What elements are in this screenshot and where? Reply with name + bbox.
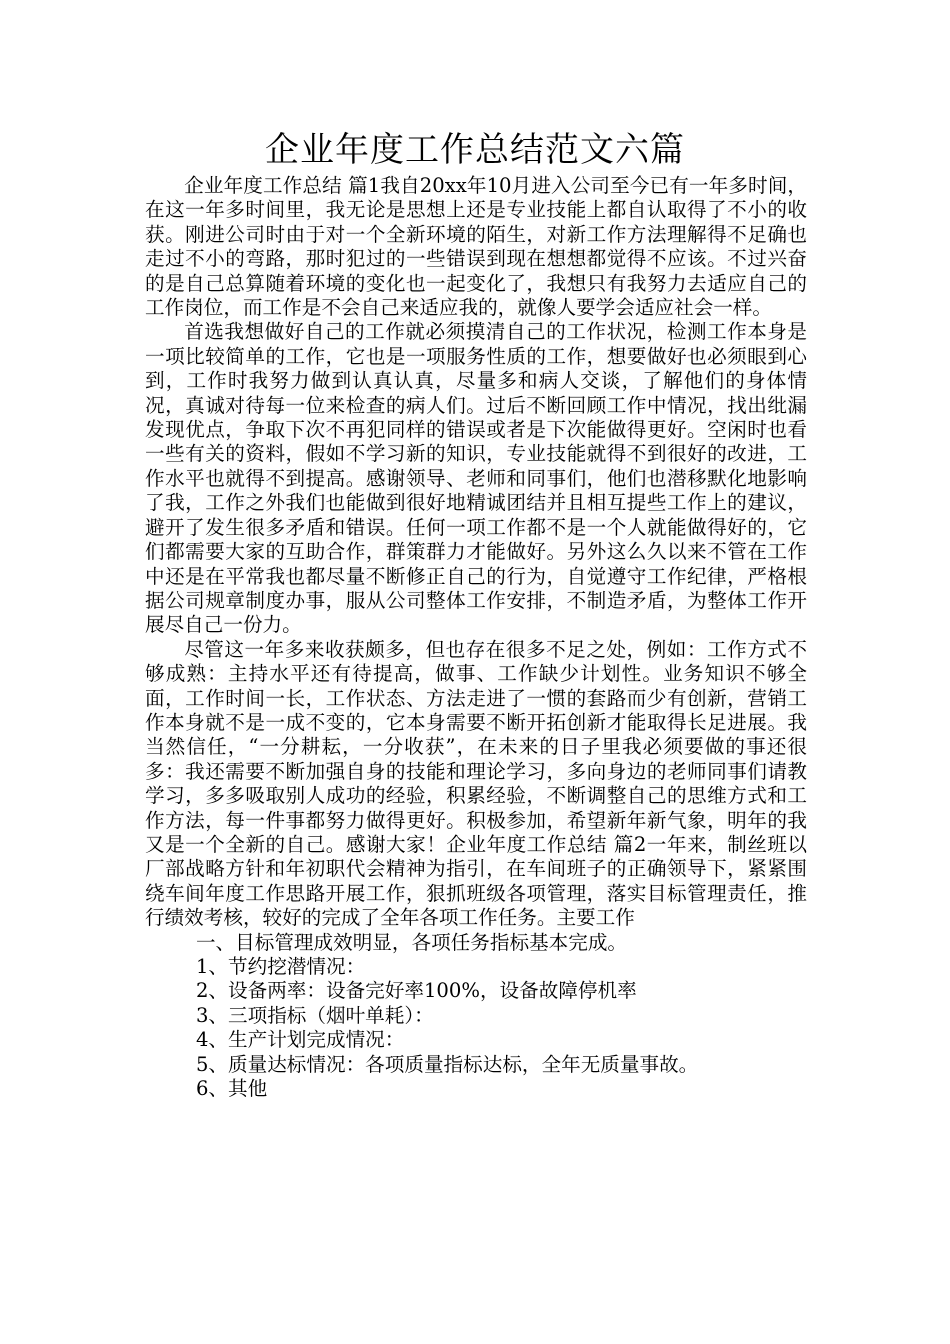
paragraph-2: 首选我想做好自己的工作就必须摸清自己的工作状况，检测工作本身是一项比较简单的工作，它也是一项服务性质的工作，想要做好也必须眼到心到，工作时我努力做到认真认真，尽量多和病人交谈，了解他们的身体情况，真诚对待每一位来检查的病人们。过后不断回顾工作中情况，找出纰漏发现优点，争取下次不再犯同样的错误或者是下次能做得更好。空闲时也看一些有关的资料，假如不学习新的知识，专业技能就得不到很好的改进，工作水平也就得不到提高。感谢领导、老师和同事们，他们也潜移默化地影响了我，工作之外我们也能做到很好地精诚团结并且相互提些工作上的建议，避开了发生很多矛盾和错误。任何一项工作都不是一个人就能做得好的，它们都需要大家的互助合作，群策群力才能做好。另外这么久以来不管在工作中还是在平常我也都尽量不断修正自己的行为，自觉遵守工作纪律，严格根据公司规章制度办事，服从公司整体工作安排，不制造矛盾，为整体工作开展尽自己一份力。 [145, 320, 807, 637]
list-item-3: 3、三项指标（烟叶单耗）： [195, 1003, 434, 1027]
paragraph-1: 企业年度工作总结 篇1我自20xx年10月进入公司至今已有一年多时间，在这一年多时间里，我无论是思想上还是专业技能上都自认取得了不小的收获。刚进公司时由于对一个全新环境的陌生，对新工作方法理解得不足确也走过不小的弯路，那时犯过的一些错误到现在想想都觉得不应该。不过兴奋的是自己总算随着环境的变化也一起变化了，我想只有我努力去适应自己的工作岗位，而工作是不会自己来适应我的，就像人要学会适应社会一样。 [145, 174, 807, 320]
list-item-heading: 一、目标管理成效明显，各项任务指标基本完成。 [195, 930, 628, 954]
document-title: 企业年度工作总结范文六篇 [265, 130, 685, 170]
list-item-5: 5、质量达标情况：各项质量指标达标，全年无质量事故。 [195, 1052, 699, 1076]
list-item-1: 1、节约挖潜情况： [195, 955, 366, 978]
list-item-2: 2、设备两率：设备完好率100%，设备故障停机率 [195, 979, 637, 1003]
list-item-4: 4、生产计划完成情况： [195, 1028, 405, 1052]
document-body [145, 174, 807, 1101]
paragraph-3: 尽管这一年多来收获颇多，但也存在很多不足之处，例如：工作方式不够成熟：主持水平还有待提高，做事、工作缺少计划性。业务知识不够全面，工作时间一长，工作状态、方法走进了一惯的套路而少有创新，营销工作本身就不是一成不变的，它本身需要不断开拓创新才能取得长足进展。我当然信任，“一分耕耘，一分收获”，在未来的日子里我必须要做的事还很多：我还需要不断加强自身的技能和理论学习，多向身边的老师同事们请教学习，多多吸取别人成功的经验，积累经验，不断调整自己的思维方式和工作方法，每一件事都努力做得更好。积极参加，希望新年新气象，明年的我又是一个全新的自己。感谢大家！企业年度工作总结 篇2一年来，制丝班以厂部战略方针和年初职代会精神为指引，在车间班子的正确领导下，紧紧围绕车间年度工作思路开展工作，狠抓班级各项管理，落实目标管理责任，推行绩效考核，较好的完成了全年各项工作任务。主要工作 [145, 637, 807, 930]
list-item-6: 6、其他 [195, 1077, 268, 1101]
